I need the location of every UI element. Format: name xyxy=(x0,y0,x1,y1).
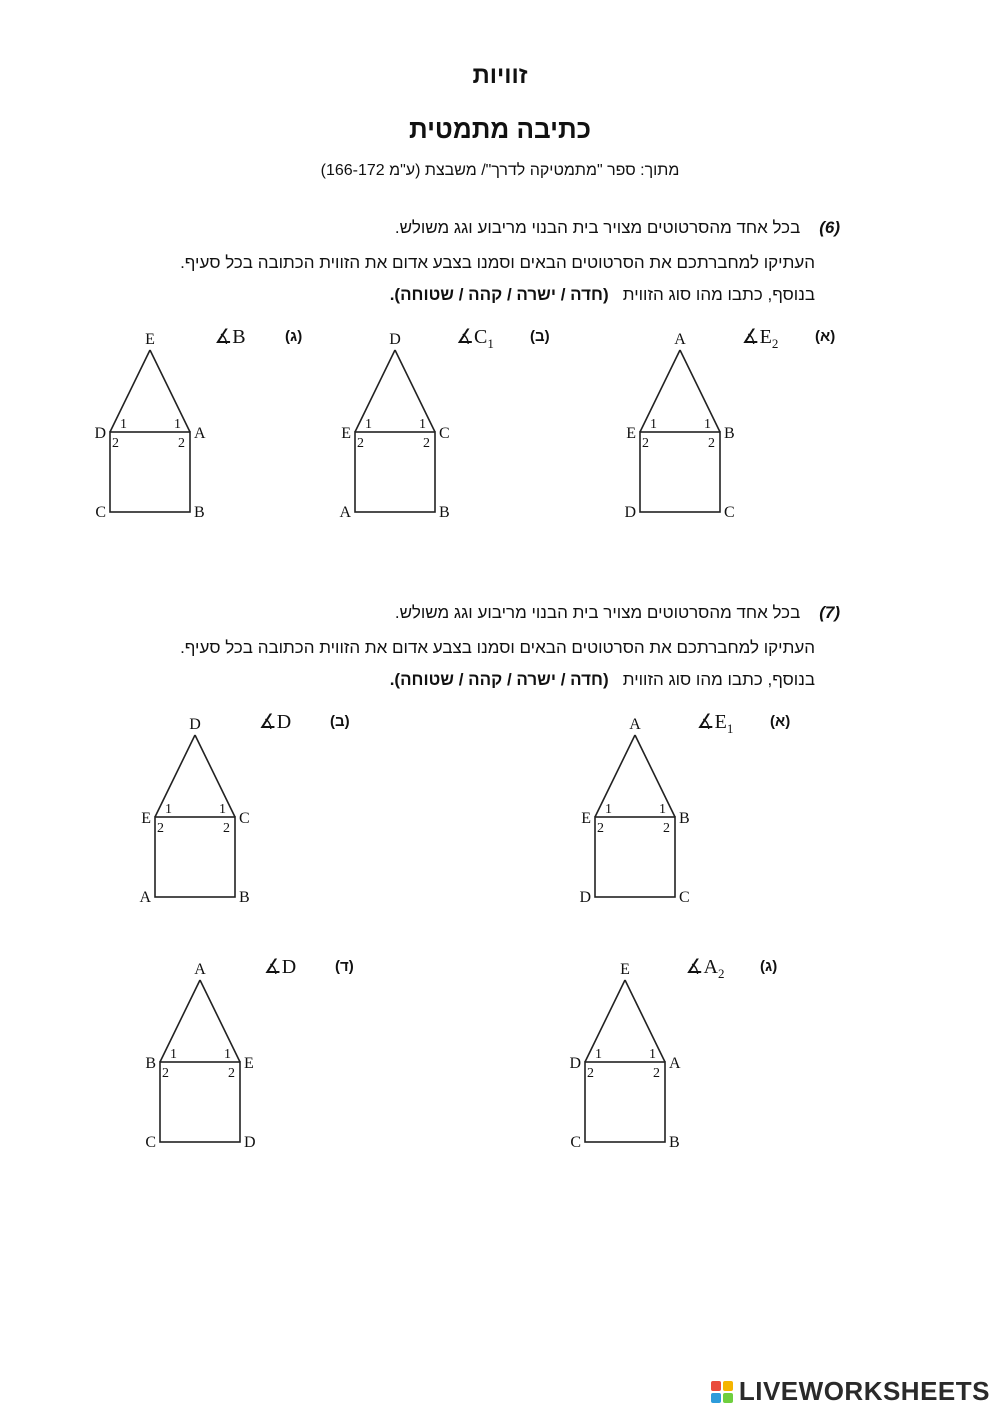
angle-symbol: ∡ xyxy=(214,326,233,348)
angle-number-right-1: 1 xyxy=(224,1047,231,1062)
vertex-bottom-left-label: C xyxy=(95,504,106,521)
angle-name xyxy=(742,326,779,351)
angle-symbol: ∡ xyxy=(456,326,475,348)
angle-number-left-1: 1 xyxy=(365,417,372,432)
vertex-roof-right-label: A xyxy=(194,425,206,442)
angle-letter: A xyxy=(703,956,718,978)
vertex-apex-label: A xyxy=(629,716,641,733)
angle-number-left-2: 2 xyxy=(642,436,649,451)
angle-name xyxy=(697,711,734,736)
question-7-instruction: בכל אחד מהסרטוטים מצויר בית הבנוי מריבוע וגג משולש. xyxy=(394,603,801,622)
angle-number-left-2: 2 xyxy=(157,821,164,836)
vertex-roof-left-label: D xyxy=(569,1055,581,1072)
roof-right-edge xyxy=(200,980,240,1062)
angle-letter: B xyxy=(232,326,246,348)
part-label: (ב) xyxy=(530,328,550,345)
question-6-line-1 xyxy=(395,218,840,238)
vertex-bottom-right-label: C xyxy=(724,504,735,521)
roof-left-edge xyxy=(595,735,635,817)
vertex-roof-right-label: E xyxy=(244,1055,254,1072)
roof-left-edge xyxy=(640,350,680,432)
vertex-roof-left-label: D xyxy=(94,425,106,442)
vertex-roof-right-label: B xyxy=(724,425,735,442)
part-label: (ב) xyxy=(330,713,350,730)
vertex-bottom-right-label: B xyxy=(239,889,250,906)
angle-number-right-2: 2 xyxy=(653,1066,660,1081)
angle-number-right-2: 2 xyxy=(223,821,230,836)
vertex-bottom-right-label: C xyxy=(679,889,690,906)
angle-name xyxy=(259,711,291,733)
vertex-apex-label: E xyxy=(620,961,630,978)
vertex-apex-label: D xyxy=(389,331,401,348)
source-note: מתוך: ספר "מתמטיקה לדרך"/ משבצת (ע"מ 166-172) xyxy=(320,162,680,179)
vertex-roof-left-label: E xyxy=(341,425,351,442)
angle-symbol: ∡ xyxy=(258,711,277,733)
roof-right-edge xyxy=(680,350,720,432)
angle-letter: D xyxy=(276,711,292,733)
angle-letter: D xyxy=(281,956,297,978)
angle-number-left-2: 2 xyxy=(162,1066,169,1081)
question-6-instruction: בכל אחד מהסרטוטים מצויר בית הבנוי מריבוע וגג משולש. xyxy=(394,218,801,237)
angle-name xyxy=(456,326,494,351)
house-figure-q6-1 xyxy=(610,325,870,530)
angle-number-left-2: 2 xyxy=(357,436,364,451)
angle-subscript: 1 xyxy=(487,336,494,351)
vertex-bottom-right-label: D xyxy=(244,1134,256,1151)
question-7-number: (7) xyxy=(819,603,840,622)
roof-left-edge xyxy=(355,350,395,432)
angle-number-right-2: 2 xyxy=(423,436,430,451)
house-figure-q7-3 xyxy=(555,955,815,1160)
liveworksheets-logo xyxy=(711,1376,990,1407)
angle-number-right-2: 2 xyxy=(178,436,185,451)
angle-name xyxy=(686,956,725,981)
angle-subscript: 2 xyxy=(717,966,725,981)
angle-name xyxy=(264,956,296,978)
page-title: זוויות xyxy=(472,62,528,89)
roof-left-edge xyxy=(585,980,625,1062)
angle-number-left-1: 1 xyxy=(605,802,612,817)
vertex-roof-left-label: E xyxy=(581,810,591,827)
angle-letter: E xyxy=(759,326,772,348)
angle-number-left-1: 1 xyxy=(595,1047,602,1062)
vertex-bottom-right-label: B xyxy=(194,504,205,521)
vertex-bottom-left-label: D xyxy=(579,889,591,906)
question-7-line-1 xyxy=(395,603,840,623)
vertex-apex-label: E xyxy=(145,331,155,348)
roof-right-edge xyxy=(625,980,665,1062)
brand-name: LIVEWORKSHEETS xyxy=(738,1376,990,1406)
angle-number-right-2: 2 xyxy=(228,1066,235,1081)
vertex-bottom-left-label: C xyxy=(145,1134,156,1151)
angle-symbol: ∡ xyxy=(685,956,704,978)
angle-number-right-1: 1 xyxy=(174,417,181,432)
vertex-bottom-right-label: B xyxy=(439,504,450,521)
question-7-line-2: העתיקו למחברתכם את הסרטוטים הבאים וסמנו בצבע אדום את הזווית הכתובה בכל סעיף. xyxy=(180,638,815,657)
vertex-roof-left-label: E xyxy=(626,425,636,442)
vertex-bottom-left-label: A xyxy=(339,504,351,521)
house-figure-q7-2 xyxy=(125,710,385,915)
vertex-roof-right-label: C xyxy=(439,425,450,442)
angle-number-right-1: 1 xyxy=(219,802,226,817)
vertex-apex-label: D xyxy=(189,716,201,733)
house-figure-q7-4 xyxy=(130,955,390,1160)
angle-number-right-1: 1 xyxy=(419,417,426,432)
part-label: (ד) xyxy=(335,958,354,975)
angle-letter: E xyxy=(714,711,727,733)
question-6-line-2: העתיקו למחברתכם את הסרטוטים הבאים וסמנו בצבע אדום את הזווית הכתובה בכל סעיף. xyxy=(180,253,815,272)
question-6-options: (חדה / ישרה / קהה / שטוחה). xyxy=(389,285,609,304)
angle-number-left-2: 2 xyxy=(587,1066,594,1081)
vertex-roof-right-label: C xyxy=(239,810,250,827)
roof-right-edge xyxy=(395,350,435,432)
angle-number-left-1: 1 xyxy=(170,1047,177,1062)
part-label: (א) xyxy=(815,328,836,345)
angle-number-left-1: 1 xyxy=(165,802,172,817)
house-figure-q6-2 xyxy=(325,325,585,530)
vertex-apex-label: A xyxy=(194,961,206,978)
angle-letter: C xyxy=(474,326,488,348)
vertex-roof-left-label: B xyxy=(145,1055,156,1072)
question-6-number: (6) xyxy=(819,218,840,237)
roof-right-edge xyxy=(150,350,190,432)
angle-number-right-1: 1 xyxy=(649,1047,656,1062)
angle-subscript: 1 xyxy=(726,721,734,736)
house-figure-q6-3 xyxy=(80,325,340,530)
angle-name xyxy=(214,326,245,348)
part-label: (א) xyxy=(770,713,791,730)
house-figure-q7-1 xyxy=(565,710,825,915)
roof-left-edge xyxy=(110,350,150,432)
angle-number-right-2: 2 xyxy=(663,821,670,836)
vertex-bottom-right-label: B xyxy=(669,1134,680,1151)
angle-number-left-2: 2 xyxy=(597,821,604,836)
vertex-bottom-left-label: A xyxy=(139,889,151,906)
angle-subscript: 2 xyxy=(771,336,779,351)
question-6-line-3 xyxy=(390,285,815,305)
vertex-roof-right-label: A xyxy=(669,1055,681,1072)
angle-number-left-1: 1 xyxy=(120,417,127,432)
angle-number-left-2: 2 xyxy=(112,436,119,451)
question-6-prefix: בנוסף, כתבו מהו סוג הזווית xyxy=(622,285,815,304)
roof-right-edge xyxy=(195,735,235,817)
angle-number-right-2: 2 xyxy=(708,436,715,451)
angle-number-left-1: 1 xyxy=(650,417,657,432)
part-label: (ג) xyxy=(285,328,303,345)
roof-left-edge xyxy=(155,735,195,817)
vertex-bottom-left-label: C xyxy=(570,1134,581,1151)
question-7-options: (חדה / ישרה / קהה / שטוחה). xyxy=(389,670,609,689)
page-subtitle: כתיבה מתמטית xyxy=(408,114,592,144)
part-label: (ג) xyxy=(760,958,778,975)
vertex-roof-right-label: B xyxy=(679,810,690,827)
vertex-apex-label: A xyxy=(674,331,686,348)
angle-number-right-1: 1 xyxy=(659,802,666,817)
question-7-prefix: בנוסף, כתבו מהו סוג הזווית xyxy=(622,670,815,689)
question-7-line-3 xyxy=(390,670,815,690)
roof-left-edge xyxy=(160,980,200,1062)
angle-number-right-1: 1 xyxy=(704,417,711,432)
angle-symbol: ∡ xyxy=(263,956,282,978)
vertex-roof-left-label: E xyxy=(141,810,151,827)
angle-symbol: ∡ xyxy=(696,711,715,733)
angle-symbol: ∡ xyxy=(741,326,760,348)
vertex-bottom-left-label: D xyxy=(624,504,636,521)
roof-right-edge xyxy=(635,735,675,817)
liveworksheets-icon xyxy=(711,1381,733,1403)
